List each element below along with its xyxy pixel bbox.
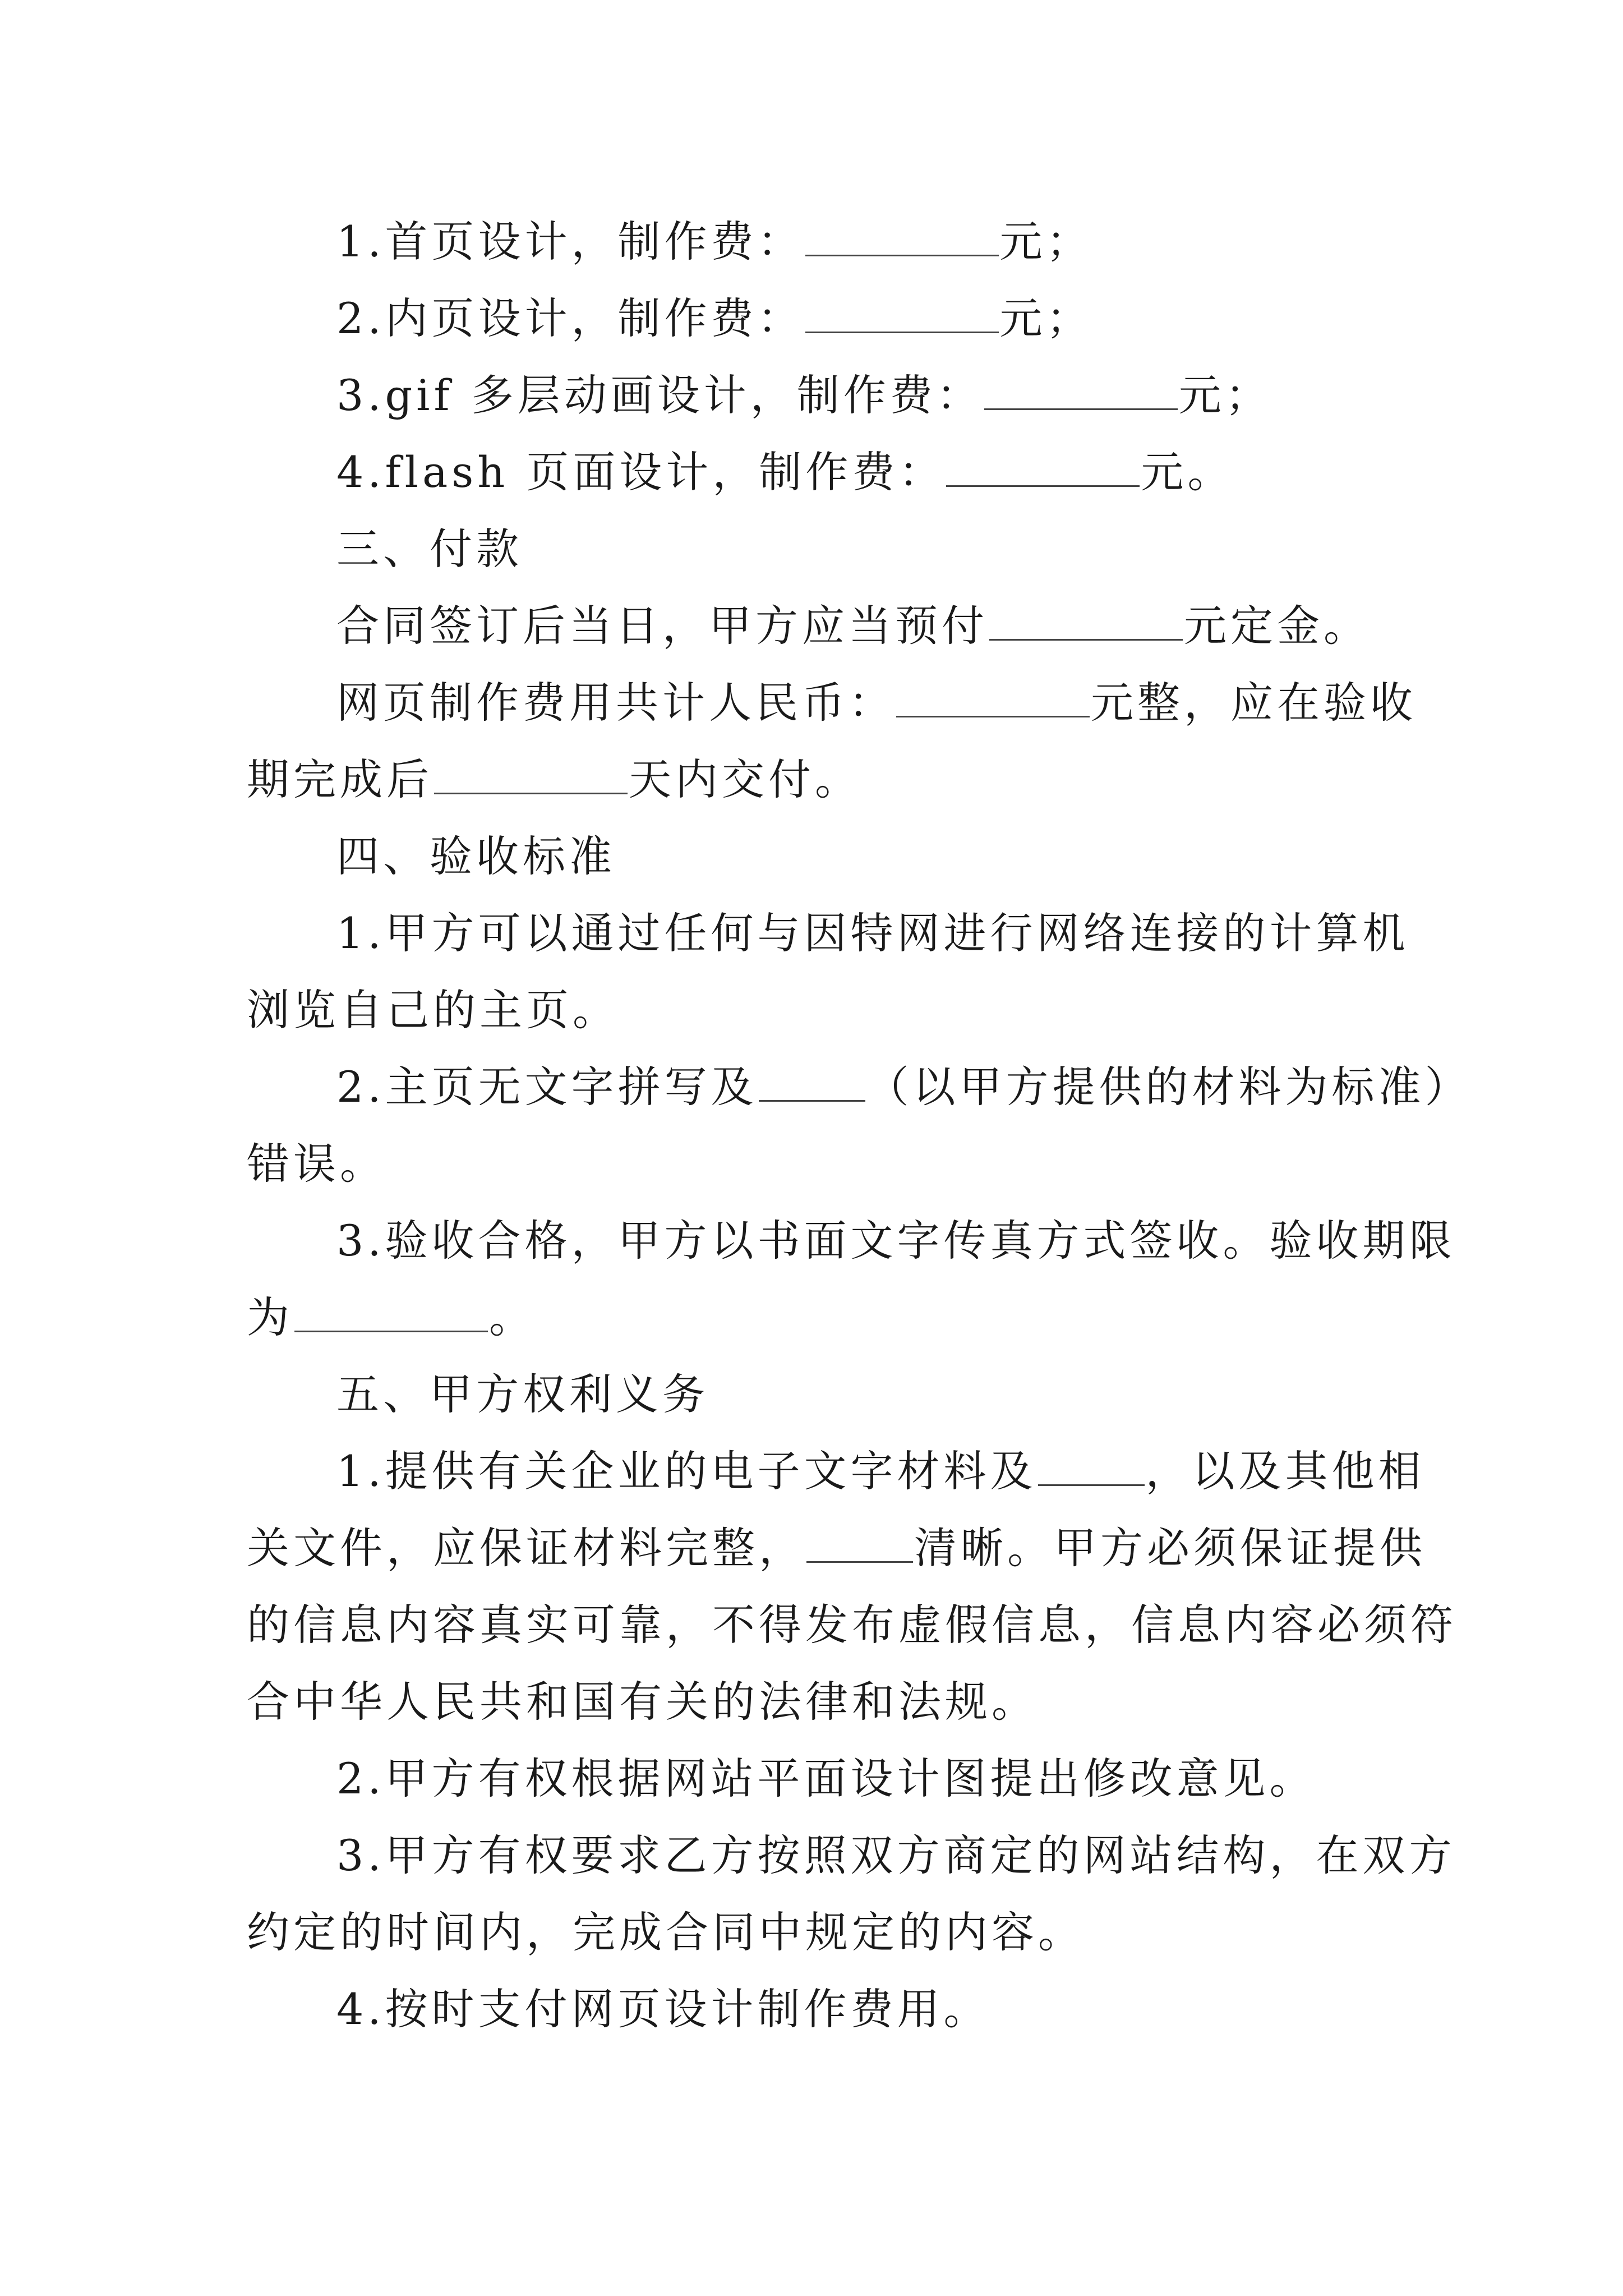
rights-item-1-line4: 合中华人民共和国有关的法律和法规。 bbox=[247, 1677, 1038, 1727]
rights-item-1-line3: 的信息内容真实可靠，不得发布虚假信息，信息内容必须符 bbox=[247, 1600, 1457, 1650]
payment-days-suffix: 天内交付。 bbox=[629, 754, 861, 804]
days-blank bbox=[434, 749, 628, 794]
fee-blank bbox=[805, 288, 999, 333]
materials-blank bbox=[1038, 1441, 1145, 1486]
fee-item-gif bbox=[247, 357, 1396, 434]
document-content bbox=[247, 203, 1472, 2047]
rights-item-1-line1 bbox=[247, 1433, 1425, 1510]
fee-blank bbox=[805, 211, 999, 256]
acceptance-item-3-line2 bbox=[247, 1279, 1396, 1356]
fee-item-gif-text: 3.gif 多层动画设计，制作费： bbox=[336, 370, 983, 420]
fee-item-homepage-text: 1.首页设计，制作费： bbox=[336, 217, 804, 266]
fee-blank bbox=[946, 441, 1140, 487]
fee-unit: 元； bbox=[1178, 370, 1272, 420]
fee-item-flash-text: 4.flash 页面设计，制作费： bbox=[336, 447, 946, 497]
payment-total-line2 bbox=[247, 741, 1396, 818]
fee-unit: 元； bbox=[999, 217, 1093, 266]
section-heading-rights: 五、甲方权利义务 bbox=[336, 1369, 709, 1419]
acceptance-period-blank bbox=[294, 1287, 488, 1332]
rights-item-1-suffix: ，以及其他相 bbox=[1145, 1446, 1425, 1496]
payment-total-text: 网页制作费用共计人民币： bbox=[336, 678, 895, 728]
total-blank bbox=[896, 672, 1090, 717]
acceptance-item-3-suffix: 。 bbox=[489, 1292, 536, 1342]
fee-item-innerpage bbox=[247, 280, 1396, 357]
rights-item-2: 2.甲方有权根据网站平面设计图提出修改意见。 bbox=[336, 1754, 1316, 1803]
clarity-blank bbox=[806, 1517, 913, 1563]
acceptance-item-2-text: 2.主页无文字拼写及 bbox=[336, 1062, 758, 1112]
acceptance-item-2-suffix: （以甲方提供的材料为标准） bbox=[866, 1062, 1472, 1112]
payment-total-suffix: 元整，应在验收 bbox=[1091, 678, 1417, 728]
section-heading-payment: 三、付款 bbox=[336, 524, 523, 574]
rights-item-1-line2 bbox=[247, 1510, 1426, 1586]
payment-deposit bbox=[247, 587, 1396, 664]
acceptance-item-2-line2: 错误。 bbox=[247, 1139, 386, 1189]
spelling-blank bbox=[759, 1056, 865, 1102]
rights-item-1-line2-text: 关文件，应保证材料完整， bbox=[247, 1523, 805, 1573]
acceptance-item-1-line2: 浏览自己的主页。 bbox=[247, 985, 619, 1035]
payment-deposit-suffix: 元定金。 bbox=[1184, 601, 1370, 651]
acceptance-item-2-line1 bbox=[247, 1048, 1472, 1125]
rights-item-4: 4.按时支付网页设计制作费用。 bbox=[336, 1984, 990, 2034]
fee-item-flash bbox=[247, 434, 1396, 510]
fee-unit: 元； bbox=[999, 293, 1093, 343]
rights-item-3-line1: 3.甲方有权要求乙方按照双方商定的网站结构，在双方 bbox=[336, 1830, 1456, 1880]
fee-blank bbox=[984, 365, 1178, 410]
rights-item-1-text: 1.提供有关企业的电子文字材料及 bbox=[336, 1446, 1037, 1496]
fee-item-homepage bbox=[247, 203, 1396, 280]
fee-unit: 元。 bbox=[1141, 447, 1234, 497]
rights-item-3-line2: 约定的时间内，完成合同中规定的内容。 bbox=[247, 1907, 1085, 1957]
section-heading-acceptance: 四、验收标准 bbox=[336, 831, 616, 881]
payment-total-line1 bbox=[247, 664, 1417, 741]
fee-item-innerpage-text: 2.内页设计，制作费： bbox=[336, 293, 804, 343]
acceptance-item-3-line1: 3.验收合格，甲方以书面文字传真方式签收。验收期限 bbox=[336, 1216, 1456, 1266]
payment-days-text: 期完成后 bbox=[247, 754, 433, 804]
deposit-blank bbox=[989, 595, 1183, 641]
acceptance-item-1-line1: 1.甲方可以通过任何与因特网进行网络连接的计算机 bbox=[336, 908, 1409, 958]
payment-deposit-text: 合同签订后当日，甲方应当预付 bbox=[336, 601, 988, 651]
acceptance-item-3-prefix: 为 bbox=[247, 1292, 293, 1342]
rights-item-1-line2-suffix: 清晰。甲方必须保证提供 bbox=[914, 1523, 1426, 1573]
